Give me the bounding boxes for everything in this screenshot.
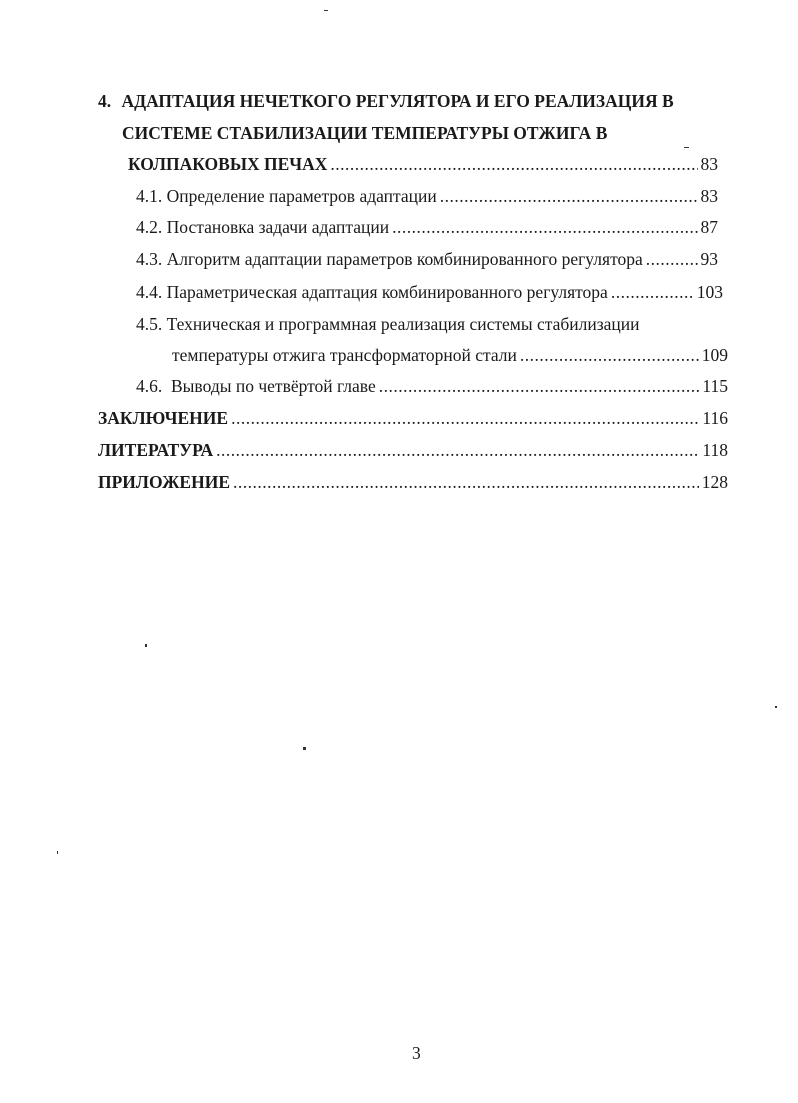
- leader-dots: [216, 439, 699, 461]
- toc-entry-label: ЗАКЛЮЧЕНИЕ: [98, 408, 229, 428]
- chapter-4-title-line-3[interactable]: [128, 153, 718, 175]
- toc-entry-appendix[interactable]: [98, 471, 728, 493]
- toc-entry-page: 103: [696, 282, 723, 302]
- chapter-4-title-text-3: КОЛПАКОВЫХ ПЕЧАХ: [128, 154, 328, 174]
- chapter-4-title-text-1: АДАПТАЦИЯ НЕЧЕТКОГО РЕГУЛЯТОРА И ЕГО РЕАЛИЗАЦИЯ В: [121, 91, 674, 111]
- scan-speck: [145, 644, 147, 647]
- toc-entry-page: 87: [700, 217, 718, 237]
- toc-entry-page: 115: [702, 376, 728, 396]
- scan-speck: [303, 747, 306, 750]
- toc-entry-4-3[interactable]: [136, 248, 718, 270]
- toc-entry-4-5-line-2[interactable]: [172, 344, 728, 366]
- leader-dots: [611, 281, 694, 303]
- scan-speck: [775, 706, 777, 708]
- toc-entry-page: 118: [702, 440, 728, 460]
- toc-entry-label-continuation: температуры отжига трансформаторной стали: [172, 345, 517, 365]
- scan-speck: [684, 147, 689, 148]
- toc-entry-label: ПРИЛОЖЕНИЕ: [98, 472, 231, 492]
- toc-entry-4-4[interactable]: [136, 281, 723, 303]
- toc-entry-page: 93: [700, 249, 718, 269]
- scan-speck: [57, 851, 58, 854]
- toc-entry-label: 4.4. Параметрическая адаптация комбинированного регулятора: [136, 282, 608, 302]
- leader-dots: [646, 248, 698, 270]
- scan-speck: [324, 10, 328, 11]
- toc-entry-4-1[interactable]: [136, 185, 718, 207]
- toc-entry-4-5-line-1[interactable]: 4.5. Техническая и программная реализация системы стабилизации: [136, 314, 640, 334]
- chapter-4-number: 4.: [98, 91, 112, 111]
- leader-dots: [330, 153, 697, 175]
- toc-entry-page: 109: [701, 345, 728, 365]
- toc-entry-label: 4.3. Алгоритм адаптации параметров комбинированного регулятора: [136, 249, 643, 269]
- leader-dots: [392, 216, 697, 238]
- leader-dots: [440, 185, 698, 207]
- toc-entry-page: 83: [700, 186, 718, 206]
- chapter-4-title-line-2: СИСТЕМЕ СТАБИЛИЗАЦИИ ТЕМПЕРАТУРЫ ОТЖИГА В: [122, 123, 608, 143]
- toc-entry-4-6[interactable]: [136, 375, 728, 397]
- toc-entry-page: 128: [701, 472, 728, 492]
- toc-entry-label: 4.6. Выводы по четвёртой главе: [136, 376, 376, 396]
- toc-entry-literature[interactable]: [98, 439, 728, 461]
- toc-entry-4-2[interactable]: [136, 216, 718, 238]
- toc-entry-label: ЛИТЕРАТУРА: [98, 440, 214, 460]
- toc-entry-label: 4.2. Постановка задачи адаптации: [136, 217, 390, 237]
- leader-dots: [520, 344, 699, 366]
- toc-entry-page: 116: [702, 408, 728, 428]
- chapter-4-title-line-1: [98, 90, 674, 112]
- page-number: 3: [412, 1043, 421, 1063]
- leader-dots: [233, 471, 699, 493]
- toc-entry-conclusion[interactable]: [98, 407, 728, 429]
- toc-entry-label: 4.1. Определение параметров адаптации: [136, 186, 437, 206]
- leader-dots: [379, 375, 700, 397]
- chapter-4-page-number: 83: [700, 154, 718, 174]
- leader-dots: [231, 407, 699, 429]
